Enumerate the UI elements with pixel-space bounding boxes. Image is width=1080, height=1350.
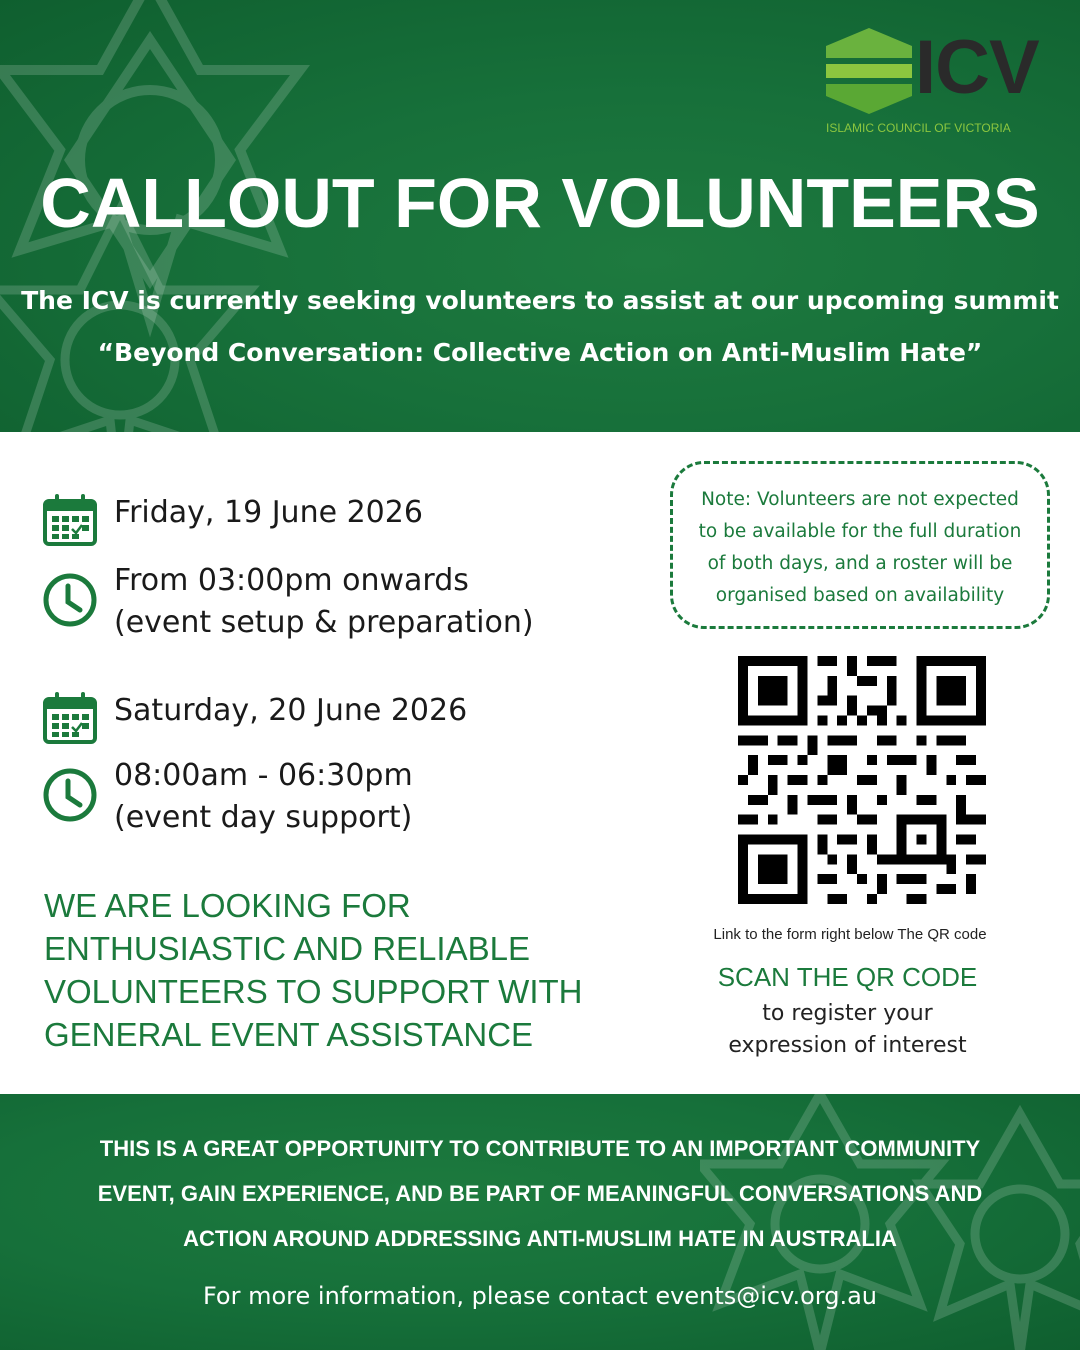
schedule-day1-time (42, 560, 534, 644)
note-line-2: to be available for the full duration (698, 521, 1022, 542)
day2-time-text: 08:00am - 06:30pm (114, 758, 413, 793)
scan-qr-heading: SCAN THE QR CODE (717, 962, 978, 992)
clock-icon (42, 572, 98, 628)
opportunity-line-1: THIS IS A GREAT OPPORTUNITY TO CONTRIBUTE TO AN IMPORTANT COMMUNITY (99, 1136, 981, 1161)
looking-line-1: WE ARE LOOKING FOR (44, 887, 411, 924)
logo-wordmark: ICV (915, 25, 1039, 110)
opportunity-text (60, 1126, 1020, 1261)
day1-time-text: From 03:00pm onwards (114, 563, 469, 598)
register-line-2: expression of interest (728, 1033, 967, 1058)
schedule-day2-time (42, 755, 413, 839)
schedule-day2-date (42, 690, 467, 746)
calendar-icon (42, 492, 98, 548)
day2-detail-text: (event day support) (114, 800, 413, 835)
qr-code[interactable] (738, 656, 986, 904)
looking-for-heading (44, 884, 624, 1056)
note-box (670, 461, 1050, 629)
qr-caption: Link to the form right below The QR code (713, 926, 987, 943)
day1-time-block (114, 560, 534, 644)
looking-line-3: VOLUNTEERS TO SUPPORT WITH (44, 973, 583, 1010)
clock-icon (42, 767, 98, 823)
register-line-1: to register your (762, 1001, 933, 1026)
note-line-1: Note: Volunteers are not expected (701, 489, 1019, 510)
looking-line-4: GENERAL EVENT ASSISTANCE (44, 1016, 534, 1053)
calendar-icon (42, 690, 98, 746)
day1-date-text: Friday, 19 June 2026 (114, 495, 423, 530)
header-banner (0, 0, 1080, 432)
day2-date-text: Saturday, 20 June 2026 (114, 693, 468, 728)
note-line-4: organised based on availability (715, 585, 1005, 606)
page-title: CALLOUT FOR VOLUNTEERS (40, 164, 1040, 242)
looking-line-2: ENTHUSIASTIC AND RELIABLE (44, 930, 530, 967)
opportunity-line-3: ACTION AROUND ADDRESSING ANTI-MUSLIM HATE IN AUSTRALIA (183, 1226, 897, 1251)
schedule-day1-date (42, 492, 423, 548)
logo-org-name: ISLAMIC COUNCIL OF VICTORIA (826, 121, 1011, 135)
note-line-3: of both days, and a roster will be (707, 553, 1013, 574)
subtitle-line-1: The ICV is currently seeking volunteers to assist at our upcoming summit (21, 286, 1059, 315)
register-text (670, 998, 1025, 1062)
day1-detail-text: (event setup & preparation) (114, 605, 534, 640)
subtitle-line-2: “Beyond Conversation: Collective Action on Anti-Muslim Hate” (97, 338, 983, 367)
contact-text: For more information, please contact events@icv.org.au (202, 1282, 877, 1310)
day2-time-block (114, 755, 413, 839)
opportunity-line-2: EVENT, GAIN EXPERIENCE, AND BE PART OF MEANINGFUL CONVERSATIONS AND (97, 1181, 983, 1206)
